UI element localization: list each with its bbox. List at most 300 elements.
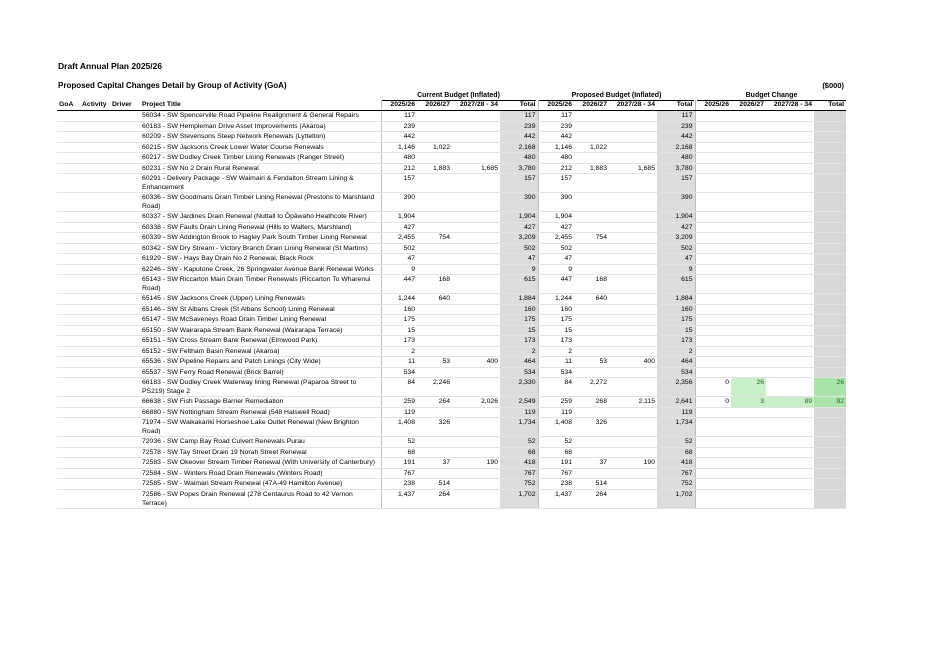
change-value-cell: [766, 315, 814, 326]
proposed-value-cell: [609, 233, 657, 244]
change-value-cell: [766, 193, 814, 212]
proposed-value-cell: [609, 132, 657, 143]
table-row: [57, 294, 846, 305]
change-value-cell: [731, 111, 766, 122]
change-value-cell: [766, 447, 814, 458]
driver-cell: [110, 153, 140, 164]
proposed-value-cell: 326: [574, 418, 609, 437]
change-value-cell: [731, 315, 766, 326]
proposed-value-cell: [609, 121, 657, 132]
current-value-cell: 15: [381, 325, 417, 336]
current-value-cell: [417, 336, 452, 347]
current-value-cell: [452, 346, 500, 357]
activity-cell: [80, 254, 110, 265]
change-value-cell: [695, 458, 731, 469]
project-title-cell: 60215 - SW Jacksons Creek Lower Water Course Renewals: [140, 142, 381, 153]
current-value-cell: 15: [500, 325, 538, 336]
change-value-cell: [731, 458, 766, 469]
current-value-cell: 9: [500, 264, 538, 275]
change-value-cell: [731, 346, 766, 357]
proposed-value-cell: 1,437: [538, 489, 574, 508]
change-value-cell: [731, 163, 766, 174]
change-value-cell: [731, 142, 766, 153]
driver-cell: [110, 336, 140, 347]
change-value-cell: [695, 407, 731, 418]
change-value-cell: [814, 111, 846, 122]
project-title-cell: 72583 - SW Okeover Stream Timber Renewal (With University of Canterbury): [140, 458, 381, 469]
current-value-cell: [452, 275, 500, 294]
current-value-cell: 264: [417, 489, 452, 508]
change-value-cell: [766, 479, 814, 490]
goa-cell: [57, 193, 80, 212]
change-value-cell: [731, 489, 766, 508]
current-value-cell: 326: [417, 418, 452, 437]
driver-cell: [110, 275, 140, 294]
col-current-total: Total: [500, 100, 538, 111]
proposed-value-cell: 442: [657, 132, 695, 143]
current-value-cell: 3,209: [500, 233, 538, 244]
change-value-cell: [695, 193, 731, 212]
change-value-cell: [766, 264, 814, 275]
header-row: [57, 100, 846, 111]
change-value-cell: [814, 479, 846, 490]
proposed-value-cell: 2: [657, 346, 695, 357]
proposed-value-cell: 68: [538, 447, 574, 458]
proposed-value-cell: [609, 275, 657, 294]
proposed-value-cell: 1,702: [657, 489, 695, 508]
activity-cell: [80, 397, 110, 408]
project-title-cell: 65150 - SW Wairarapa Stream Bank Renewal (Wairarapa Terrace): [140, 325, 381, 336]
change-value-cell: [766, 346, 814, 357]
change-value-cell: [695, 489, 731, 508]
current-value-cell: 173: [500, 336, 538, 347]
proposed-value-cell: 3,780: [657, 163, 695, 174]
goa-cell: [57, 174, 80, 193]
proposed-value-cell: 9: [538, 264, 574, 275]
proposed-value-cell: [609, 336, 657, 347]
current-value-cell: 1,734: [500, 418, 538, 437]
current-value-cell: 68: [500, 447, 538, 458]
col-change-total: Total: [814, 100, 846, 111]
proposed-value-cell: 175: [538, 315, 574, 326]
current-value-cell: 615: [500, 275, 538, 294]
change-value-cell: [766, 407, 814, 418]
current-value-cell: 427: [500, 222, 538, 233]
proposed-value-cell: [574, 174, 609, 193]
current-value-cell: [417, 468, 452, 479]
change-value-cell: [695, 357, 731, 368]
driver-cell: [110, 489, 140, 508]
col-driver: Driver: [110, 100, 140, 111]
proposed-value-cell: [609, 418, 657, 437]
change-value-cell: [731, 264, 766, 275]
change-value-cell: [814, 275, 846, 294]
proposed-value-cell: [574, 212, 609, 223]
change-value-cell: [766, 174, 814, 193]
proposed-value-cell: [574, 325, 609, 336]
current-value-cell: 390: [500, 193, 538, 212]
goa-cell: [57, 294, 80, 305]
current-value-cell: [452, 222, 500, 233]
change-value-cell: [766, 378, 814, 397]
current-value-cell: 2,549: [500, 397, 538, 408]
change-value-cell: [731, 132, 766, 143]
goa-cell: [57, 336, 80, 347]
current-value-cell: 175: [500, 315, 538, 326]
proposed-value-cell: 442: [538, 132, 574, 143]
current-value-cell: [452, 174, 500, 193]
driver-cell: [110, 447, 140, 458]
driver-cell: [110, 174, 140, 193]
table-row: [57, 212, 846, 223]
driver-cell: [110, 479, 140, 490]
current-value-cell: [452, 315, 500, 326]
current-value-cell: 2,026: [452, 397, 500, 408]
current-value-cell: 390: [381, 193, 417, 212]
proposed-value-cell: [609, 367, 657, 378]
change-value-cell: 26: [814, 378, 846, 397]
proposed-value-cell: 418: [657, 458, 695, 469]
proposed-value-cell: [609, 304, 657, 315]
table-row: [57, 367, 846, 378]
table-row: [57, 357, 846, 368]
driver-cell: [110, 233, 140, 244]
goa-cell: [57, 458, 80, 469]
proposed-value-cell: 1,734: [657, 418, 695, 437]
proposed-value-cell: 52: [538, 437, 574, 448]
proposed-value-cell: 264: [574, 489, 609, 508]
current-value-cell: [452, 407, 500, 418]
change-value-cell: [695, 468, 731, 479]
current-value-cell: 84: [381, 378, 417, 397]
table-row: [57, 121, 846, 132]
proposed-value-cell: [574, 407, 609, 418]
change-value-cell: [814, 294, 846, 305]
proposed-value-cell: 15: [538, 325, 574, 336]
table-row: [57, 142, 846, 153]
activity-cell: [80, 437, 110, 448]
driver-cell: [110, 315, 140, 326]
project-title-cell: 65537 - SW Ferry Road Renewal (Brick Barrel): [140, 367, 381, 378]
project-title-cell: 65152 - SW Feltham Basin Renewal (Akaroa): [140, 346, 381, 357]
change-value-cell: [814, 174, 846, 193]
current-value-cell: 400: [452, 357, 500, 368]
table-row: [57, 132, 846, 143]
project-title-cell: 65536 - SW Pipeline Repairs and Patch Linings (City Wide): [140, 357, 381, 368]
project-title-cell: 61929 - SW - Hays Bay Drain No 2 Renewal, Black Rock: [140, 254, 381, 265]
table-row: [57, 153, 846, 164]
current-value-cell: 442: [381, 132, 417, 143]
col-change-2025-26: 2025/26: [695, 100, 731, 111]
activity-cell: [80, 142, 110, 153]
goa-cell: [57, 437, 80, 448]
change-value-cell: [814, 346, 846, 357]
current-value-cell: [452, 264, 500, 275]
goa-cell: [57, 418, 80, 437]
current-value-cell: [452, 193, 500, 212]
current-value-cell: 191: [381, 458, 417, 469]
change-value-cell: [814, 153, 846, 164]
project-title-cell: 60183 - SW Hempleman Drive Asset Improvements (Akaroa): [140, 121, 381, 132]
activity-cell: [80, 357, 110, 368]
proposed-value-cell: [574, 193, 609, 212]
change-value-cell: [766, 357, 814, 368]
table-row: [57, 193, 846, 212]
goa-cell: [57, 153, 80, 164]
activity-cell: [80, 407, 110, 418]
change-value-cell: [731, 479, 766, 490]
current-value-cell: 427: [381, 222, 417, 233]
table-row: [57, 479, 846, 490]
current-value-cell: 2: [500, 346, 538, 357]
proposed-value-cell: 190: [609, 458, 657, 469]
driver-cell: [110, 132, 140, 143]
change-value-cell: [695, 174, 731, 193]
proposed-value-cell: [609, 111, 657, 122]
current-value-cell: 259: [381, 397, 417, 408]
project-title-cell: 66880 - SW Nottingham Stream Renewal (548 Halswell Road): [140, 407, 381, 418]
change-value-cell: [731, 233, 766, 244]
goa-cell: [57, 233, 80, 244]
table-row: [57, 325, 846, 336]
proposed-value-cell: 119: [538, 407, 574, 418]
change-value-cell: [731, 357, 766, 368]
project-title-cell: 72585 - SW - Waimari Stream Renewal (47A-49 Hamilton Avenue): [140, 479, 381, 490]
proposed-value-cell: [574, 315, 609, 326]
proposed-value-cell: [574, 468, 609, 479]
current-value-cell: [452, 243, 500, 254]
proposed-value-cell: [609, 346, 657, 357]
activity-cell: [80, 275, 110, 294]
goa-cell: [57, 447, 80, 458]
driver-cell: [110, 397, 140, 408]
proposed-value-cell: [574, 111, 609, 122]
driver-cell: [110, 111, 140, 122]
change-value-cell: [814, 367, 846, 378]
project-title-cell: 60209 - SW Stevensons Steep Network Renewals (Lyttelton): [140, 132, 381, 143]
proposed-value-cell: 175: [657, 315, 695, 326]
activity-cell: [80, 479, 110, 490]
proposed-value-cell: 1,022: [574, 142, 609, 153]
proposed-value-cell: 11: [538, 357, 574, 368]
current-value-cell: 464: [500, 357, 538, 368]
change-value-cell: [695, 336, 731, 347]
table-row: [57, 447, 846, 458]
proposed-value-cell: 1,244: [538, 294, 574, 305]
change-value-cell: [814, 163, 846, 174]
driver-cell: [110, 304, 140, 315]
proposed-value-cell: [609, 153, 657, 164]
col-proposed-2026-27: 2026/27: [574, 100, 609, 111]
change-value-cell: [731, 222, 766, 233]
current-value-cell: 117: [500, 111, 538, 122]
project-title-cell: 71974 - SW Waikakariki Horseshoe Lake Outlet Renewal (New Brighton Road): [140, 418, 381, 437]
project-title-cell: 56034 - SW Spencerville Road Pipeline Realignment & General Repairs: [140, 111, 381, 122]
current-value-cell: 1,883: [417, 163, 452, 174]
change-value-cell: [695, 264, 731, 275]
current-value-cell: [417, 212, 452, 223]
current-value-cell: 3,780: [500, 163, 538, 174]
current-value-cell: 157: [381, 174, 417, 193]
current-value-cell: [452, 304, 500, 315]
table-row: [57, 315, 846, 326]
driver-cell: [110, 437, 140, 448]
driver-cell: [110, 325, 140, 336]
current-value-cell: 190: [452, 458, 500, 469]
current-value-cell: [452, 142, 500, 153]
change-value-cell: [814, 447, 846, 458]
current-value-cell: [417, 447, 452, 458]
current-value-cell: 157: [500, 174, 538, 193]
proposed-value-cell: 514: [574, 479, 609, 490]
current-value-cell: 1,146: [381, 142, 417, 153]
current-value-cell: 514: [417, 479, 452, 490]
activity-cell: [80, 174, 110, 193]
goa-cell: [57, 142, 80, 153]
change-value-cell: [814, 336, 846, 347]
change-value-cell: [731, 294, 766, 305]
change-value-cell: [814, 407, 846, 418]
project-title-cell: 65146 - SW St Albans Creek (St Albans School) Lining Renewal: [140, 304, 381, 315]
activity-cell: [80, 325, 110, 336]
change-value-cell: 0: [695, 378, 731, 397]
document-subtitle: Proposed Capital Changes Detail by Group of Activity (GoA): [58, 81, 287, 90]
proposed-value-cell: 480: [538, 153, 574, 164]
project-title-cell: 65147 - SW McSaveneys Road Drain Timber Lining Renewal: [140, 315, 381, 326]
change-value-cell: [814, 254, 846, 265]
current-value-cell: 212: [381, 163, 417, 174]
change-value-cell: [731, 121, 766, 132]
col-project-title: Project Title: [140, 100, 381, 111]
goa-cell: [57, 315, 80, 326]
change-value-cell: [695, 418, 731, 437]
current-value-cell: 1,904: [381, 212, 417, 223]
proposed-value-cell: 2,272: [574, 378, 609, 397]
proposed-value-cell: [574, 243, 609, 254]
proposed-value-cell: 157: [538, 174, 574, 193]
proposed-value-cell: 640: [574, 294, 609, 305]
change-value-cell: [766, 233, 814, 244]
project-title-cell: 60342 - SW Dry Stream - Victory Branch Drain Lining Renewal (St Martins): [140, 243, 381, 254]
change-value-cell: [766, 336, 814, 347]
proposed-value-cell: [574, 264, 609, 275]
change-value-cell: [766, 468, 814, 479]
proposed-value-cell: [609, 254, 657, 265]
change-value-cell: [766, 325, 814, 336]
current-value-cell: 1,884: [500, 294, 538, 305]
proposed-value-cell: [609, 212, 657, 223]
project-title-cell: 60217 - SW Dudley Creek Timber Lining Renewals (Ranger Street): [140, 153, 381, 164]
project-title-cell: 60231 - SW No 2 Drain Rural Renewal: [140, 163, 381, 174]
goa-cell: [57, 407, 80, 418]
change-value-cell: [731, 254, 766, 265]
proposed-value-cell: 160: [657, 304, 695, 315]
current-value-cell: [417, 367, 452, 378]
goa-cell: [57, 357, 80, 368]
current-value-cell: 1,022: [417, 142, 452, 153]
activity-cell: [80, 212, 110, 223]
driver-cell: [110, 294, 140, 305]
current-value-cell: [452, 254, 500, 265]
proposed-value-cell: [574, 447, 609, 458]
table-row: [57, 418, 846, 437]
current-value-cell: 119: [500, 407, 538, 418]
activity-cell: [80, 489, 110, 508]
current-value-cell: 640: [417, 294, 452, 305]
change-value-cell: [814, 304, 846, 315]
change-value-cell: [766, 142, 814, 153]
proposed-value-cell: [574, 367, 609, 378]
goa-cell: [57, 325, 80, 336]
goa-cell: [57, 489, 80, 508]
proposed-value-cell: [609, 489, 657, 508]
proposed-value-cell: 238: [538, 479, 574, 490]
change-value-cell: [766, 275, 814, 294]
change-value-cell: [731, 174, 766, 193]
goa-cell: [57, 121, 80, 132]
col-proposed-total: Total: [657, 100, 695, 111]
unit-label: ($000): [822, 81, 844, 90]
proposed-value-cell: 117: [657, 111, 695, 122]
proposed-value-cell: 2: [538, 346, 574, 357]
change-value-cell: 3: [731, 397, 766, 408]
current-value-cell: [417, 346, 452, 357]
change-value-cell: [766, 304, 814, 315]
change-value-cell: [695, 243, 731, 254]
change-value-cell: [731, 367, 766, 378]
change-value-cell: [731, 407, 766, 418]
current-value-cell: 52: [500, 437, 538, 448]
current-value-cell: 53: [417, 357, 452, 368]
current-value-cell: 1,702: [500, 489, 538, 508]
goa-cell: [57, 468, 80, 479]
table-row: [57, 304, 846, 315]
driver-cell: [110, 346, 140, 357]
activity-cell: [80, 111, 110, 122]
table-row: [57, 174, 846, 193]
proposed-value-cell: 400: [609, 357, 657, 368]
capital-changes-table: [57, 100, 846, 509]
goa-cell: [57, 397, 80, 408]
proposed-value-cell: 37: [574, 458, 609, 469]
change-value-cell: [766, 294, 814, 305]
proposed-value-cell: 173: [657, 336, 695, 347]
table-row: [57, 275, 846, 294]
proposed-value-cell: [609, 479, 657, 490]
proposed-value-cell: [609, 468, 657, 479]
change-value-cell: [695, 254, 731, 265]
change-value-cell: [695, 222, 731, 233]
change-value-cell: [695, 121, 731, 132]
change-value-cell: [695, 447, 731, 458]
driver-cell: [110, 458, 140, 469]
current-value-cell: 117: [381, 111, 417, 122]
current-value-cell: 160: [381, 304, 417, 315]
col-proposed-2027-34: 2027/28 - 34: [609, 100, 657, 111]
change-value-cell: [695, 275, 731, 294]
change-value-cell: [695, 111, 731, 122]
current-value-cell: 1,904: [500, 212, 538, 223]
current-value-cell: 1,244: [381, 294, 417, 305]
current-value-cell: 2,168: [500, 142, 538, 153]
change-value-cell: [814, 222, 846, 233]
proposed-value-cell: [609, 174, 657, 193]
current-value-cell: 447: [381, 275, 417, 294]
project-title-cell: 72036 - SW Camp Bay Road Culvert Renewals Purau: [140, 437, 381, 448]
driver-cell: [110, 163, 140, 174]
table-row: [57, 489, 846, 508]
proposed-value-cell: 53: [574, 357, 609, 368]
